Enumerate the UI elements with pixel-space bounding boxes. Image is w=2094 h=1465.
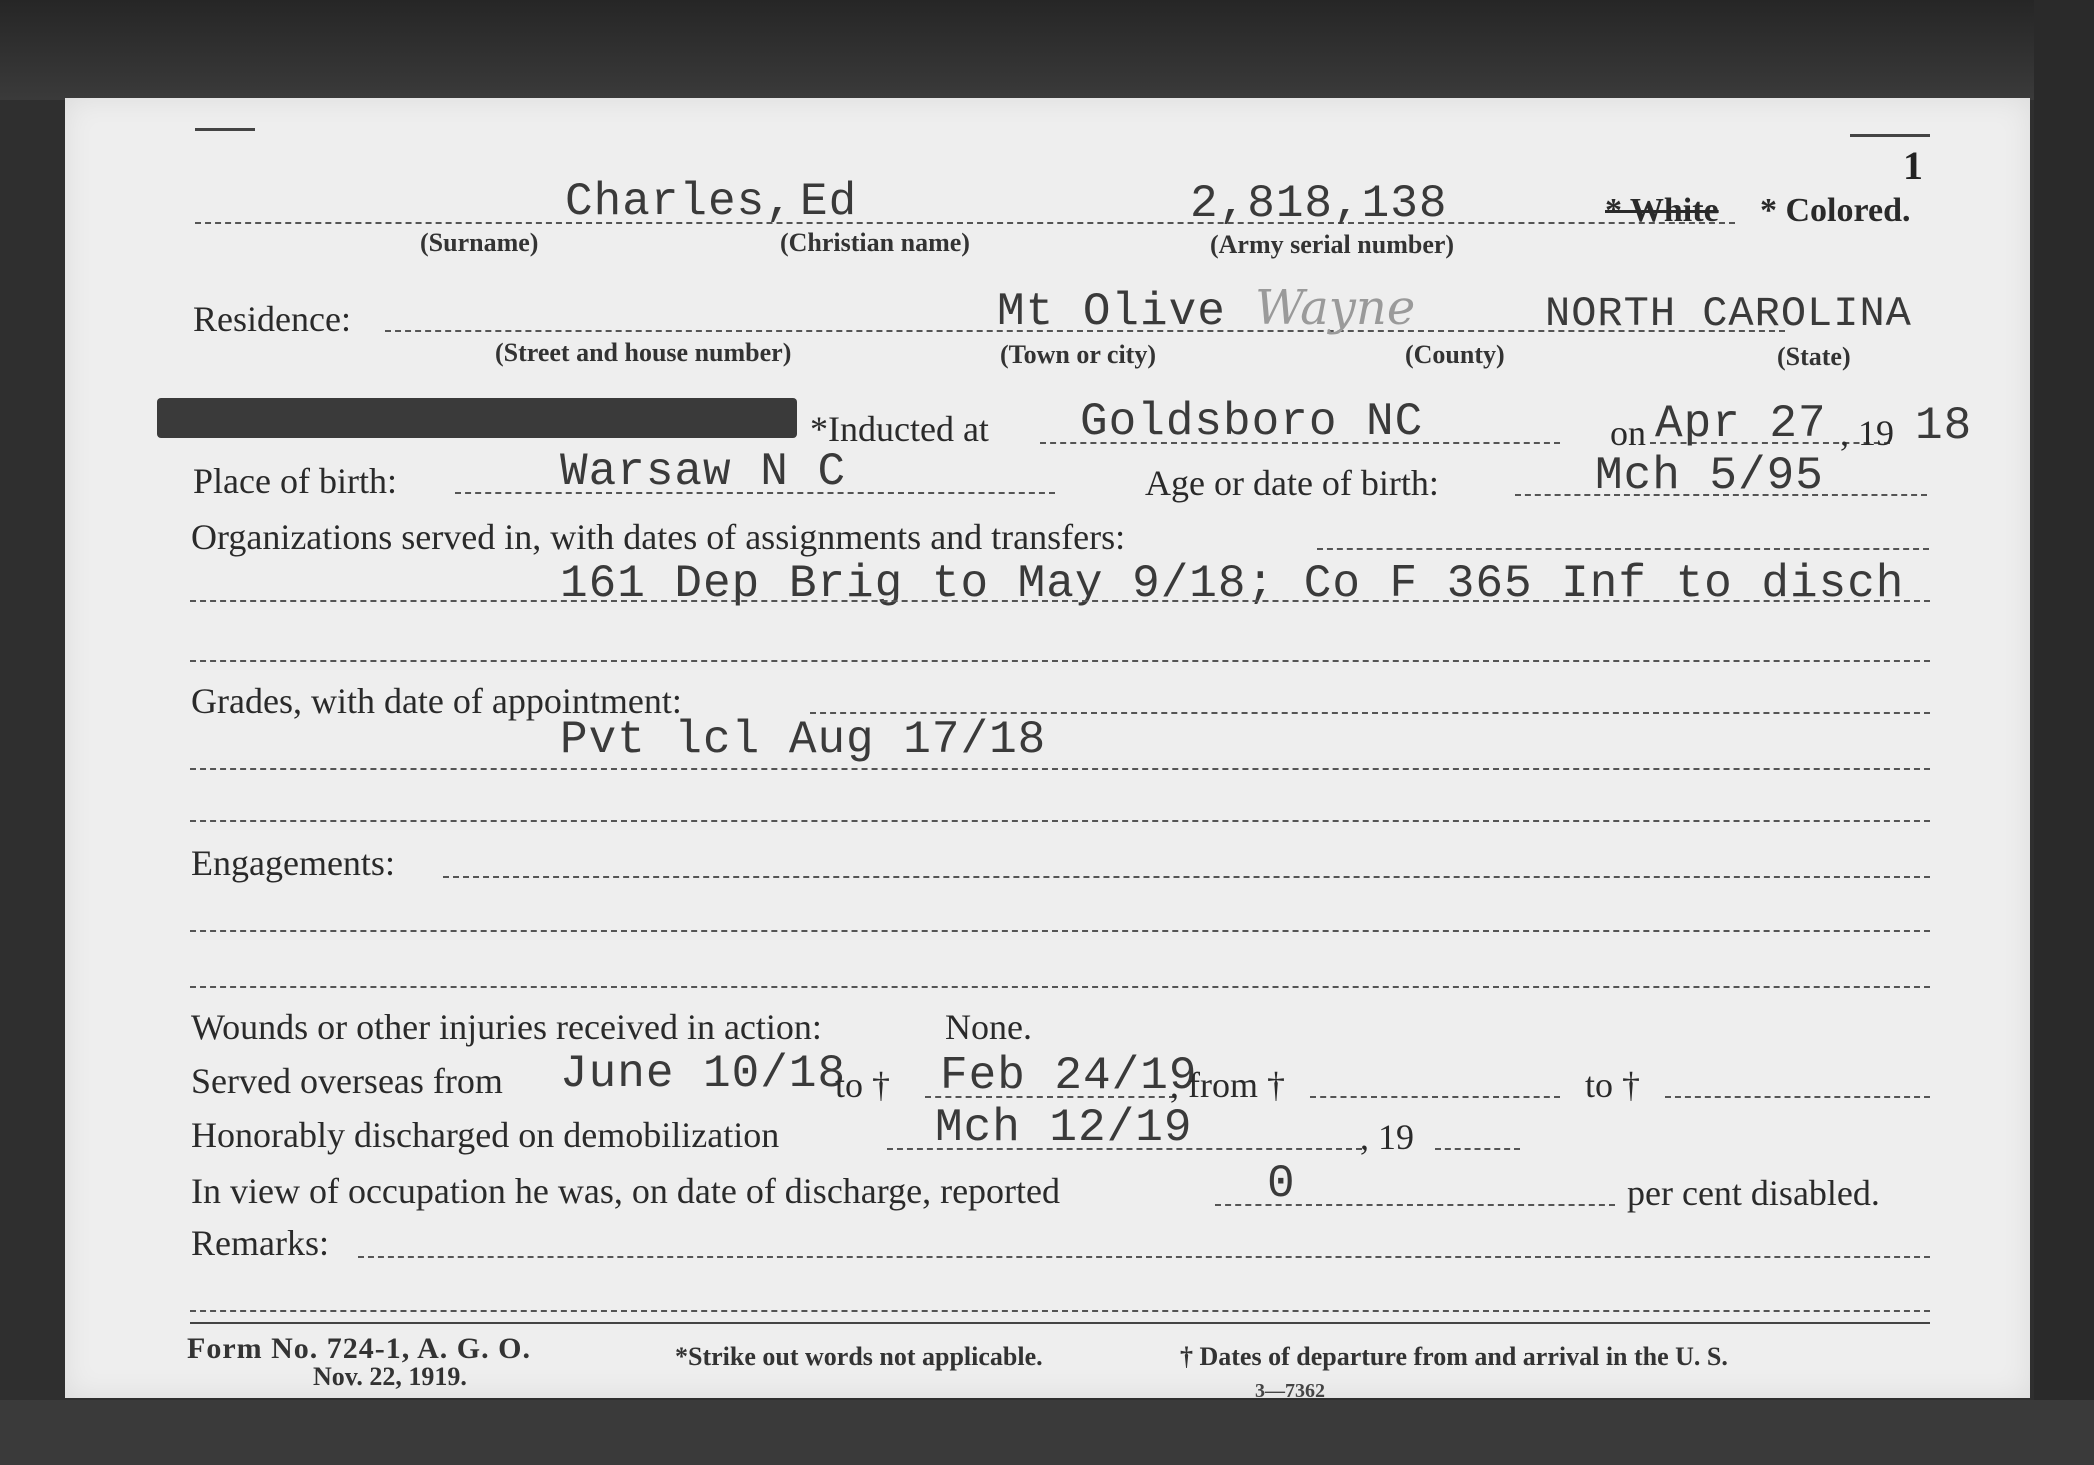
- disability-label: In view of occupation he was, on date of discharge, reported: [191, 1171, 1061, 1211]
- overseas-from2-label: , from †: [1170, 1065, 1285, 1105]
- state-caption: (State): [1777, 342, 1851, 371]
- overseas-to2-label: to †: [1585, 1065, 1641, 1105]
- serial-caption: (Army serial number): [1210, 230, 1455, 259]
- residence-label: Residence:: [193, 299, 351, 339]
- inducted-date-value: Apr 27: [1655, 398, 1827, 450]
- overseas-from2-line: [1310, 1096, 1560, 1098]
- age-or-birthdate-label: Age or date of birth:: [1145, 463, 1439, 503]
- discharge-date-value: Mch 12/19: [935, 1102, 1193, 1154]
- inducted-on-label: on: [1610, 413, 1646, 453]
- wounds-value: None.: [945, 1007, 1032, 1047]
- inducted-year-suffix: 18: [1915, 400, 1973, 452]
- residence-state-value: NORTH CAROLINA: [1545, 290, 1912, 338]
- disability-suffix: per cent disabled.: [1627, 1173, 1880, 1213]
- place-of-birth-value: Warsaw N C: [560, 446, 847, 498]
- place-of-birth-label: Place of birth:: [193, 461, 397, 501]
- overseas-to-value: Feb 24/19: [940, 1050, 1198, 1102]
- overseas-from-value: June 10/18: [560, 1048, 847, 1100]
- remarks-line-2: [190, 1310, 1930, 1312]
- residence-town-value: Mt Olive: [997, 286, 1226, 338]
- christian-name-value: Ed: [800, 176, 858, 228]
- grades-line-2: [190, 768, 1930, 770]
- organizations-line-1: [1317, 548, 1929, 550]
- race-colored: * Colored.: [1760, 192, 1911, 229]
- county-caption: (County): [1405, 340, 1505, 369]
- footer-rule: [190, 1322, 1930, 1324]
- serial-number-value: 2,818,138: [1190, 178, 1448, 230]
- dagger-note: † Dates of departure from and arrival in the U. S.: [1180, 1342, 1728, 1371]
- form-date: Nov. 22, 1919.: [313, 1362, 467, 1391]
- surname-caption: (Surname): [420, 228, 539, 257]
- corner-mark: [195, 128, 255, 131]
- organizations-label: Organizations served in, with dates of assignments and transfers:: [191, 517, 1126, 557]
- grades-value: Pvt lcl Aug 17/18: [560, 714, 1047, 766]
- organizations-value: 161 Dep Brig to May 9/18; Co F 365 Inf to disch: [560, 558, 1905, 610]
- discharge-label: Honorably discharged on demobilization: [191, 1115, 780, 1155]
- organizations-line-2: [190, 600, 1930, 602]
- remarks-label: Remarks:: [191, 1223, 329, 1263]
- surname-value: Charles,: [565, 176, 794, 228]
- discharge-year-label: , 19: [1360, 1117, 1414, 1157]
- scanner-frame-top: [0, 0, 2094, 100]
- overseas-to-label: to †: [835, 1065, 891, 1105]
- race-white-struck: * White: [1605, 192, 1719, 229]
- inducted-year-prefix: , 19: [1840, 413, 1894, 453]
- service-record-card: [65, 98, 2030, 1402]
- page-number: 1: [1903, 143, 1923, 188]
- name-line: [195, 222, 1735, 224]
- remarks-line-1: [358, 1256, 1930, 1258]
- wounds-label: Wounds or other injuries received in action:: [191, 1007, 822, 1047]
- corner-mark-right: [1850, 134, 1930, 137]
- engagements-line-3: [190, 986, 1930, 988]
- birthdate-value: Mch 5/95: [1595, 450, 1824, 502]
- disability-value: 0: [1267, 1158, 1296, 1210]
- scanner-frame-bottom: [0, 1400, 2094, 1465]
- strike-out-note: *Strike out words not applicable.: [675, 1342, 1043, 1371]
- discharge-year-line: [1435, 1148, 1520, 1150]
- served-overseas-label: Served overseas from: [191, 1061, 503, 1101]
- residence-county-handwritten: Wayne: [1255, 280, 1416, 336]
- inducted-place-value: Goldsboro NC: [1080, 396, 1424, 448]
- print-code: 3—7362: [1255, 1380, 1325, 1402]
- christian-name-caption: (Christian name): [780, 228, 970, 257]
- organizations-line-3: [190, 660, 1930, 662]
- street-caption: (Street and house number): [495, 338, 792, 367]
- scanner-frame-right: [2034, 0, 2094, 1465]
- engagements-label: Engagements:: [191, 843, 395, 883]
- form-number: Form No. 724-1, A. G. O.: [187, 1332, 531, 1365]
- engagements-line-1: [443, 876, 1930, 878]
- grades-label: Grades, with date of appointment:: [191, 681, 682, 721]
- engagements-line-2: [190, 930, 1930, 932]
- inducted-at-label: *Inducted at: [810, 409, 989, 449]
- overseas-to2-line: [1665, 1096, 1930, 1098]
- town-caption: (Town or city): [1000, 340, 1156, 369]
- grades-line-3: [190, 820, 1930, 822]
- redacted-enlisted-text: [157, 398, 797, 438]
